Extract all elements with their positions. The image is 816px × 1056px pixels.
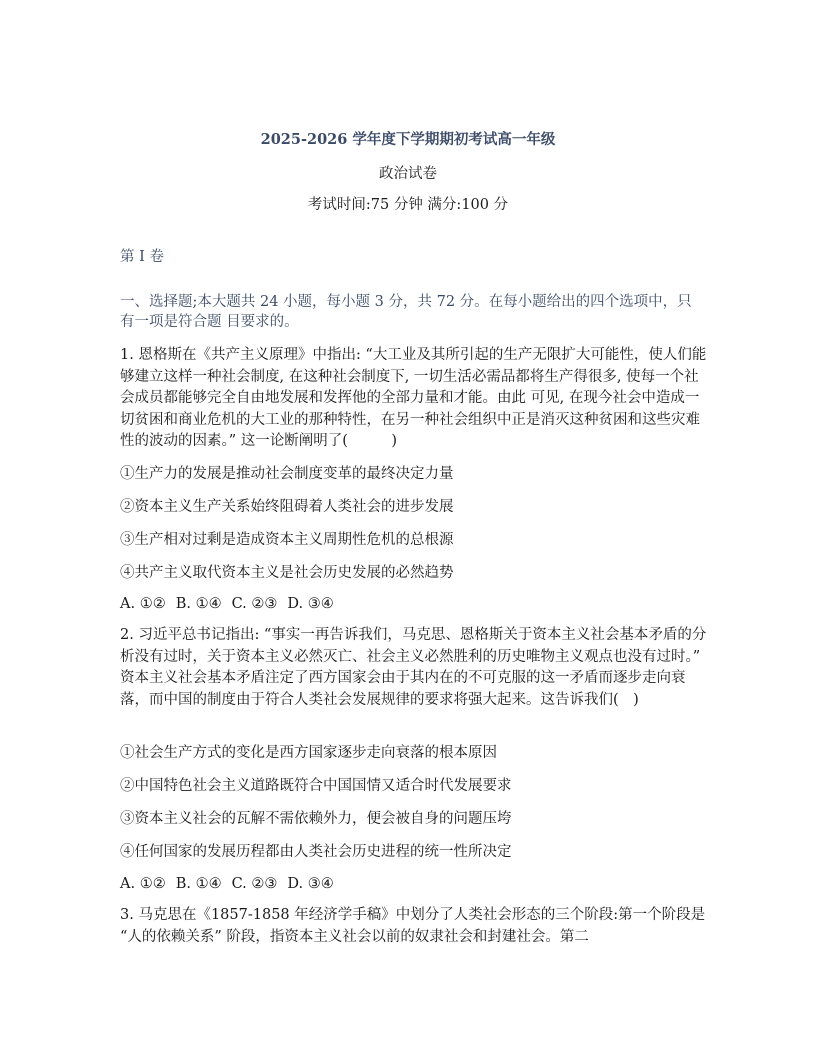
question-1-option-3: ③生产相对过剩是造成资本主义周期性危机的总根源 xyxy=(120,532,454,548)
answer-a: A. ①② xyxy=(120,876,166,892)
question-2-option-4: ④任何国家的发展历程都由人类社会历史进程的统一性所决定 xyxy=(120,844,512,860)
instructions: 一、选择题;本大题共 24 小题，每小题 3 分，共 72 分。在每小题给出的四个选项中，只有一项是符合题 目要求的。 xyxy=(120,294,692,330)
question-2-answers xyxy=(120,874,344,894)
section-heading: 第 I 卷 xyxy=(120,249,164,265)
answer-d: D. ③④ xyxy=(287,596,334,612)
question-1-option-2: ②资本主义生产关系始终阻碍着人类社会的进步发展 xyxy=(120,499,454,515)
exam-subject: 政治试卷 xyxy=(379,166,437,182)
answer-a: A. ①② xyxy=(120,596,166,612)
question-1-option-1: ①生产力的发展是推动社会制度变革的最终决定力量 xyxy=(120,466,454,482)
question-2-option-3: ③资本主义社会的瓦解不需依赖外力，便会被自身的问题压垮 xyxy=(120,811,512,827)
answer-c: C. ②③ xyxy=(231,596,278,612)
question-1-answers xyxy=(120,594,344,614)
question-2-text: 2. 习近平总书记指出: “事实一再告诉我们，马克思、恩格斯关于资本主义社会基本矛盾的分析没有过时，关于资本主义必然灭亡、社会主义必然胜利的历史唯物主义观点也没有过时。” 资本主义社会基本矛盾注定了西方国家会由于其内在的不可克服的这一矛盾而逐步走向衰落，而中国的制度由于符合人类社会发展规律的要求将强大起来。这告诉我们( ) xyxy=(120,627,707,708)
exam-meta: 考试时间:75 分钟 满分:100 分 xyxy=(307,197,509,213)
question-2-option-2: ②中国特色社会主义道路既符合中国国情又适合时代发展要求 xyxy=(120,778,512,794)
question-1-option-4: ④共产主义取代资本主义是社会历史发展的必然趋势 xyxy=(120,565,454,581)
answer-b: B. ①④ xyxy=(175,596,222,612)
exam-title: 2025-2026 学年度下学期期初考试高一年级 xyxy=(260,131,556,148)
answer-d: D. ③④ xyxy=(287,876,334,892)
question-2-option-1: ①社会生产方式的变化是西方国家逐步走向衰落的根本原因 xyxy=(120,745,497,761)
answer-b: B. ①④ xyxy=(175,876,222,892)
question-1-text: 1. 恩格斯在《共产主义原理》中指出: “大工业及其所引起的生产无限扩大可能性，使人们能够建立这样一种社会制度, 在这种社会制度下, 一切生活必需品都将生产得很多, 使每一个社会成员都能够完全自由地发展和发挥他的全部力量和才能。由此 可见, 在现今社会中造成一切贫困和商业危机的大工业的那种特性，在另一种社会组织中正是消灭这种贫困和这些灾难性的波动的因素。” 这一论断阐明了( ) xyxy=(120,347,707,449)
answer-c: C. ②③ xyxy=(231,876,278,892)
question-3-text: 3. 马克思在《1857-1858 年经济学手稿》中划分了人类社会形态的三个阶段:第一个阶段是 “人的依赖关系” 阶段，指资本主义社会以前的奴隶社会和封建社会。第二 xyxy=(120,907,706,945)
